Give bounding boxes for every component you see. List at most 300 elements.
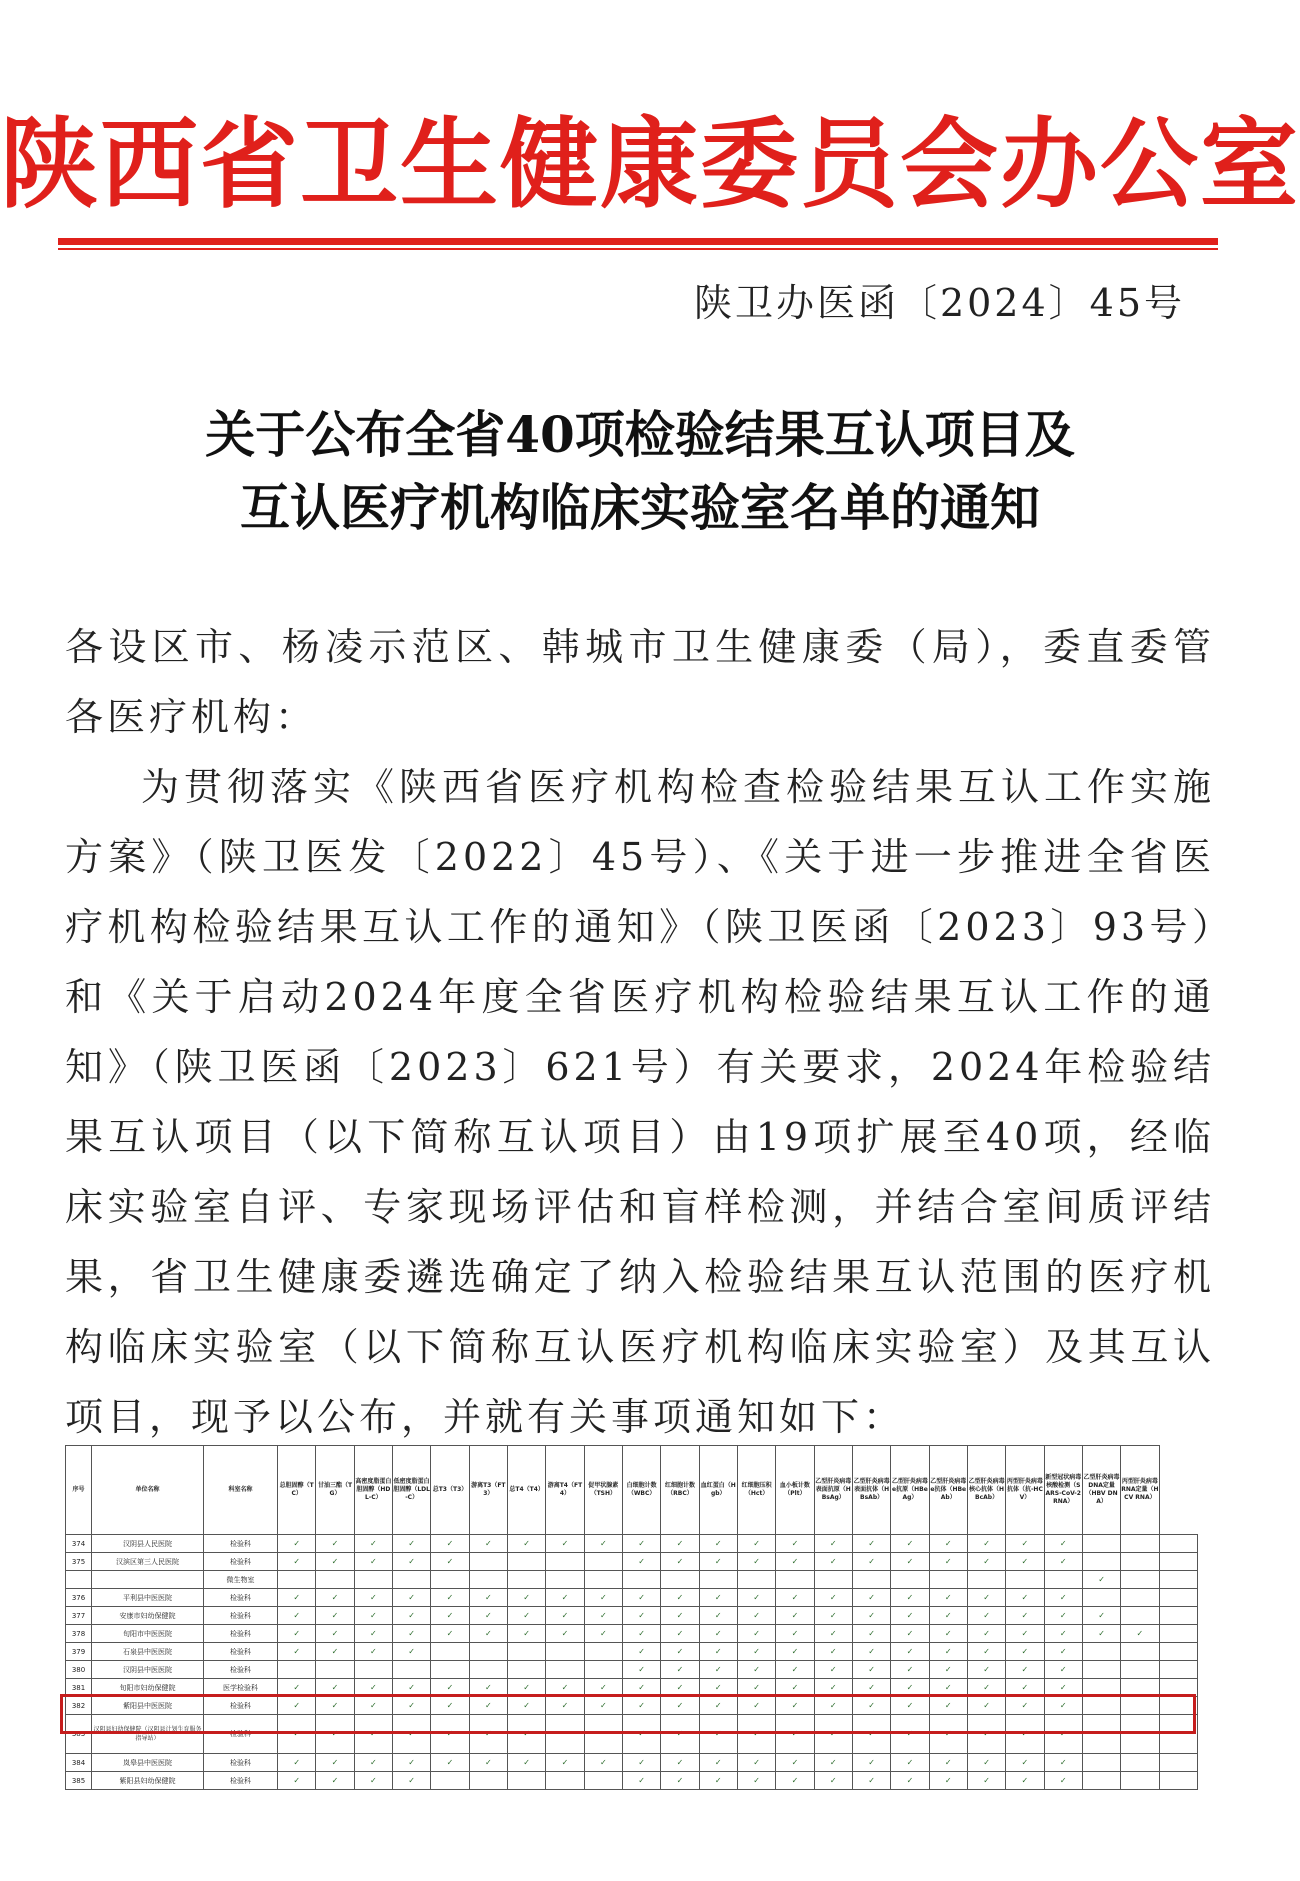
check-cell: ✓ [929,1535,967,1553]
check-cell: ✓ [469,1697,507,1715]
check-cell [1159,1772,1197,1790]
check-cell [278,1661,316,1679]
check-cell: ✓ [392,1643,430,1661]
check-cell: ✓ [929,1697,967,1715]
check-cell [1044,1571,1082,1589]
check-cell: ✓ [354,1643,392,1661]
check-cell [1159,1661,1197,1679]
check-cell: ✓ [1006,1625,1044,1643]
check-cell: ✓ [737,1715,775,1754]
check-cell: ✓ [431,1715,469,1754]
check-cell: ✓ [278,1535,316,1553]
check-cell: ✓ [814,1754,852,1772]
check-cell: ✓ [392,1772,430,1790]
department-name: 检验科 [204,1589,278,1607]
table-row [66,1571,1198,1589]
column-header: 总T4（T4） [507,1446,545,1535]
check-cell: ✓ [776,1661,814,1679]
check-cell: ✓ [354,1715,392,1754]
table-row [66,1535,1198,1553]
check-cell: ✓ [737,1661,775,1679]
check-cell: ✓ [316,1625,354,1643]
check-cell: ✓ [661,1661,699,1679]
check-cell: ✓ [967,1535,1005,1553]
department-name: 检验科 [204,1715,278,1754]
check-cell: ✓ [737,1754,775,1772]
check-cell: ✓ [1006,1754,1044,1772]
check-cell: ✓ [354,1589,392,1607]
table-row [66,1607,1198,1625]
check-cell: ✓ [622,1772,660,1790]
column-header: 序号 [66,1446,92,1535]
check-cell: ✓ [584,1607,622,1625]
check-cell [546,1772,584,1790]
check-cell: ✓ [814,1589,852,1607]
check-cell: ✓ [316,1754,354,1772]
department-name: 检验科 [204,1772,278,1790]
check-cell: ✓ [546,1535,584,1553]
check-cell: ✓ [584,1697,622,1715]
check-cell: ✓ [699,1553,737,1571]
check-cell: ✓ [469,1625,507,1643]
check-cell: ✓ [852,1661,890,1679]
check-cell: ✓ [431,1679,469,1697]
check-cell: ✓ [776,1679,814,1697]
check-cell: ✓ [737,1625,775,1643]
check-cell: ✓ [622,1643,660,1661]
column-header: 乙型肝炎病毒e抗体（HBeAb） [929,1446,967,1535]
check-cell: ✓ [737,1553,775,1571]
check-cell: ✓ [852,1715,890,1754]
check-cell: ✓ [1006,1715,1044,1754]
check-cell [1121,1661,1159,1679]
table-row [66,1643,1198,1661]
check-cell: ✓ [546,1754,584,1772]
check-cell: ✓ [584,1589,622,1607]
check-cell: ✓ [699,1754,737,1772]
unit-name: 旬阳市中医医院 [92,1625,204,1643]
check-cell: ✓ [967,1589,1005,1607]
table-row [66,1754,1198,1772]
check-cell [776,1571,814,1589]
check-cell [1159,1589,1197,1607]
column-header: 丙型肝炎病毒抗体（抗-HCV） [1006,1446,1044,1535]
check-cell: ✓ [967,1553,1005,1571]
check-cell: ✓ [852,1625,890,1643]
check-cell: ✓ [737,1772,775,1790]
table-row [66,1589,1198,1607]
check-cell: ✓ [278,1607,316,1625]
check-cell: ✓ [699,1772,737,1790]
department-name: 检验科 [204,1661,278,1679]
check-cell: ✓ [1044,1715,1082,1754]
check-cell: ✓ [661,1715,699,1754]
body-paragraph: 为贯彻落实《陕西省医疗机构检查检验结果互认工作实施方案》（陕卫医发〔2022〕45号）、《关于进一步推进全省医疗机构检验结果互认工作的通知》（陕卫医函〔2023〕93号）和《关于启动2024年度全省医疗机构检验结果互认工作的通知》（陕卫医函〔2023〕621号）有关要求，2024年检验结果互认项目（以下简称互认项目）由19项扩展至40项，经临床实验室自评、专家现场评估和盲样检测，并结合室间质评结果，省卫生健康委遴选确定了纳入检验结果互认范围的医疗机构临床实验室（以下简称互认医疗机构临床实验室）及其互认项目，现予以公布，并就有关事项通知如下： [65,765,1215,1439]
check-cell: ✓ [316,1607,354,1625]
column-header: 甘油三酯（TG） [316,1446,354,1535]
check-cell: ✓ [967,1697,1005,1715]
check-cell: ✓ [622,1715,660,1754]
check-cell: ✓ [354,1553,392,1571]
column-header: 白细胞计数（WBC） [622,1446,660,1535]
row-number: 384 [66,1754,92,1772]
check-cell [1082,1643,1120,1661]
check-cell [431,1643,469,1661]
check-cell: ✓ [507,1535,545,1553]
check-cell: ✓ [776,1535,814,1553]
check-cell: ✓ [967,1625,1005,1643]
document-title-line-2: 互认医疗机构临床实验室名单的通知 [240,478,1040,537]
highlighted-row-box [60,1694,1196,1734]
check-cell [507,1553,545,1571]
check-cell: ✓ [622,1661,660,1679]
check-cell: ✓ [354,1625,392,1643]
check-cell: ✓ [622,1589,660,1607]
department-name: 检验科 [204,1697,278,1715]
check-cell: ✓ [316,1715,354,1754]
check-cell: ✓ [1006,1661,1044,1679]
check-cell [584,1772,622,1790]
check-cell: ✓ [814,1661,852,1679]
check-cell [469,1553,507,1571]
row-number: 385 [66,1772,92,1790]
check-cell: ✓ [507,1715,545,1754]
check-cell: ✓ [431,1553,469,1571]
check-cell: ✓ [814,1607,852,1625]
check-cell: ✓ [699,1589,737,1607]
check-cell: ✓ [891,1697,929,1715]
check-cell: ✓ [967,1661,1005,1679]
check-cell: ✓ [814,1535,852,1553]
check-cell: ✓ [852,1607,890,1625]
check-cell: ✓ [469,1754,507,1772]
check-cell: ✓ [814,1772,852,1790]
row-number: 374 [66,1535,92,1553]
check-cell: ✓ [852,1589,890,1607]
check-cell: ✓ [661,1625,699,1643]
check-cell: ✓ [1044,1772,1082,1790]
row-number [66,1571,92,1589]
unit-name: 平利县中医医院 [92,1589,204,1607]
check-cell: ✓ [1006,1553,1044,1571]
department-name: 检验科 [204,1553,278,1571]
check-cell: ✓ [354,1754,392,1772]
column-header: 血红蛋白（Hgb） [699,1446,737,1535]
check-cell [1082,1553,1120,1571]
check-cell: ✓ [1006,1589,1044,1607]
check-cell: ✓ [891,1535,929,1553]
check-cell: ✓ [354,1772,392,1790]
column-header: 乙型肝炎病毒e抗原（HBeAg） [891,1446,929,1535]
check-cell: ✓ [699,1715,737,1754]
check-cell [1159,1754,1197,1772]
check-cell: ✓ [392,1679,430,1697]
check-cell: ✓ [929,1661,967,1679]
check-cell [1159,1643,1197,1661]
check-cell [392,1661,430,1679]
check-cell: ✓ [1006,1772,1044,1790]
unit-name: 汉阴县人民医院 [92,1535,204,1553]
check-cell: ✓ [1044,1679,1082,1697]
unit-name: 旬阳市妇幼保健院 [92,1679,204,1697]
column-header: 游离T3（FT3） [469,1446,507,1535]
check-cell: ✓ [316,1553,354,1571]
check-cell [469,1571,507,1589]
check-cell: ✓ [814,1625,852,1643]
check-cell: ✓ [699,1607,737,1625]
check-cell: ✓ [776,1715,814,1754]
check-cell: ✓ [737,1535,775,1553]
row-number: 381 [66,1679,92,1697]
check-cell: ✓ [737,1643,775,1661]
check-cell: ✓ [622,1754,660,1772]
check-cell [431,1661,469,1679]
check-cell: ✓ [1082,1571,1120,1589]
check-cell: ✓ [1044,1661,1082,1679]
check-cell: ✓ [1006,1697,1044,1715]
check-cell: ✓ [661,1679,699,1697]
check-cell: ✓ [891,1754,929,1772]
check-cell: ✓ [852,1772,890,1790]
check-cell: ✓ [891,1661,929,1679]
check-cell [622,1571,660,1589]
check-cell: ✓ [431,1607,469,1625]
check-cell: ✓ [469,1589,507,1607]
check-cell: ✓ [1006,1607,1044,1625]
check-cell: ✓ [661,1754,699,1772]
department-name: 检验科 [204,1625,278,1643]
issuing-organization-title: 陕西省卫生健康委员会办公室 [0,107,1300,222]
check-cell: ✓ [776,1589,814,1607]
check-cell: ✓ [278,1643,316,1661]
check-cell: ✓ [661,1772,699,1790]
check-cell: ✓ [776,1625,814,1643]
check-cell: ✓ [622,1625,660,1643]
check-cell: ✓ [661,1553,699,1571]
check-cell: ✓ [852,1754,890,1772]
check-cell [1006,1571,1044,1589]
red-divider-thin [58,248,1218,250]
check-cell: ✓ [929,1589,967,1607]
check-cell: ✓ [891,1772,929,1790]
check-cell: ✓ [699,1625,737,1643]
check-cell: ✓ [967,1754,1005,1772]
check-cell: ✓ [814,1697,852,1715]
check-cell: ✓ [1044,1535,1082,1553]
check-cell: ✓ [392,1625,430,1643]
check-cell: ✓ [354,1535,392,1553]
check-cell: ✓ [622,1697,660,1715]
check-cell: ✓ [546,1607,584,1625]
row-number: 378 [66,1625,92,1643]
check-cell [814,1571,852,1589]
check-cell [737,1571,775,1589]
check-cell: ✓ [776,1607,814,1625]
check-cell [1121,1754,1159,1772]
check-cell [469,1772,507,1790]
column-header: 新型冠状病毒核酸检测（SARS-CoV-2 RNA） [1044,1446,1082,1535]
column-header: 总胆固醇（TC） [278,1446,316,1535]
check-cell: ✓ [278,1679,316,1697]
check-cell [1082,1589,1120,1607]
check-cell: ✓ [469,1679,507,1697]
check-cell: ✓ [776,1553,814,1571]
row-number: 379 [66,1643,92,1661]
table-row [66,1553,1198,1571]
check-cell: ✓ [392,1697,430,1715]
check-cell: ✓ [1121,1625,1159,1643]
check-cell [584,1661,622,1679]
check-cell [1121,1772,1159,1790]
check-cell: ✓ [1006,1679,1044,1697]
table-row [66,1772,1198,1790]
check-cell: ✓ [392,1607,430,1625]
unit-name: 安康市妇幼保健院 [92,1607,204,1625]
check-cell: ✓ [852,1535,890,1553]
department-name: 检验科 [204,1535,278,1553]
check-cell [431,1571,469,1589]
check-cell: ✓ [278,1625,316,1643]
check-cell: ✓ [469,1607,507,1625]
check-cell [507,1661,545,1679]
check-cell [1159,1571,1197,1589]
check-cell: ✓ [929,1679,967,1697]
check-cell: ✓ [814,1553,852,1571]
row-number: 377 [66,1607,92,1625]
check-cell: ✓ [469,1535,507,1553]
check-cell: ✓ [278,1754,316,1772]
check-cell: ✓ [737,1697,775,1715]
check-cell: ✓ [776,1697,814,1715]
column-header: 丙型肝炎病毒RNA定量（HCV RNA） [1121,1446,1159,1535]
check-cell: ✓ [278,1589,316,1607]
check-cell: ✓ [584,1625,622,1643]
check-cell: ✓ [1044,1754,1082,1772]
check-cell: ✓ [699,1535,737,1553]
unit-name: 石泉县中医医院 [92,1643,204,1661]
check-cell: ✓ [699,1643,737,1661]
column-header: 科室名称 [204,1446,278,1535]
check-cell: ✓ [776,1772,814,1790]
check-cell [546,1643,584,1661]
check-cell: ✓ [929,1754,967,1772]
check-cell: ✓ [278,1697,316,1715]
check-cell: ✓ [546,1589,584,1607]
check-cell [1121,1535,1159,1553]
check-cell [431,1772,469,1790]
check-cell: ✓ [1006,1535,1044,1553]
check-cell: ✓ [392,1589,430,1607]
check-cell [1159,1553,1197,1571]
check-cell: ✓ [584,1535,622,1553]
check-cell: ✓ [507,1697,545,1715]
unit-name: 紫阳县中医医院 [92,1697,204,1715]
department-name: 检验科 [204,1754,278,1772]
check-cell: ✓ [392,1535,430,1553]
check-cell: ✓ [622,1679,660,1697]
column-header: 乙型肝炎病毒表面抗体（HBsAb） [852,1446,890,1535]
check-cell [1082,1754,1120,1772]
check-cell: ✓ [278,1715,316,1754]
check-cell: ✓ [584,1754,622,1772]
check-cell: ✓ [661,1535,699,1553]
check-cell: ✓ [891,1679,929,1697]
check-cell: ✓ [891,1715,929,1754]
check-cell [584,1643,622,1661]
check-cell: ✓ [354,1607,392,1625]
check-cell: ✓ [776,1754,814,1772]
check-cell: ✓ [661,1589,699,1607]
row-number: 382 [66,1697,92,1715]
check-cell: ✓ [737,1679,775,1697]
column-header: 游离T4（FT4） [546,1446,584,1535]
check-cell [584,1571,622,1589]
column-header: 血小板计数（Plt） [776,1446,814,1535]
check-cell: ✓ [392,1553,430,1571]
department-name: 医学检验科 [204,1679,278,1697]
check-cell: ✓ [737,1589,775,1607]
row-number: 376 [66,1589,92,1607]
row-number: 375 [66,1553,92,1571]
check-cell: ✓ [967,1607,1005,1625]
check-cell: ✓ [507,1625,545,1643]
check-cell: ✓ [316,1697,354,1715]
department-name: 微生物室 [204,1571,278,1589]
check-cell: ✓ [622,1607,660,1625]
document-title-line-1: 关于公布全省40项检验结果互认项目及 [205,405,1075,464]
check-cell: ✓ [1082,1625,1120,1643]
check-cell: ✓ [699,1697,737,1715]
check-cell: ✓ [967,1772,1005,1790]
check-cell [507,1643,545,1661]
check-cell: ✓ [1044,1625,1082,1643]
check-cell [546,1553,584,1571]
check-cell: ✓ [431,1697,469,1715]
check-cell [584,1553,622,1571]
check-cell: ✓ [891,1553,929,1571]
unit-name: 紫阳县妇幼保健院 [92,1772,204,1790]
check-cell: ✓ [891,1625,929,1643]
column-header: 单位名称 [92,1446,204,1535]
check-cell: ✓ [852,1553,890,1571]
check-cell: ✓ [431,1589,469,1607]
check-cell: ✓ [1044,1697,1082,1715]
check-cell: ✓ [891,1589,929,1607]
check-cell [1082,1772,1120,1790]
check-cell: ✓ [967,1679,1005,1697]
check-cell: ✓ [929,1643,967,1661]
check-cell [507,1571,545,1589]
check-cell: ✓ [814,1643,852,1661]
check-cell: ✓ [776,1643,814,1661]
check-cell [278,1571,316,1589]
document-number: 陕卫办医函〔2024〕45号 [693,281,1185,325]
check-cell [1082,1535,1120,1553]
check-cell [354,1661,392,1679]
check-cell [1082,1661,1120,1679]
table-row [66,1625,1198,1643]
check-cell: ✓ [316,1589,354,1607]
check-cell [1121,1589,1159,1607]
check-cell: ✓ [316,1535,354,1553]
check-cell: ✓ [699,1661,737,1679]
unit-name [92,1571,204,1589]
check-cell [392,1571,430,1589]
column-header: 红细胞压积（Hct） [737,1446,775,1535]
column-header: 促甲状腺素（TSH） [584,1446,622,1535]
table-header-row [66,1446,1198,1535]
check-cell: ✓ [699,1679,737,1697]
